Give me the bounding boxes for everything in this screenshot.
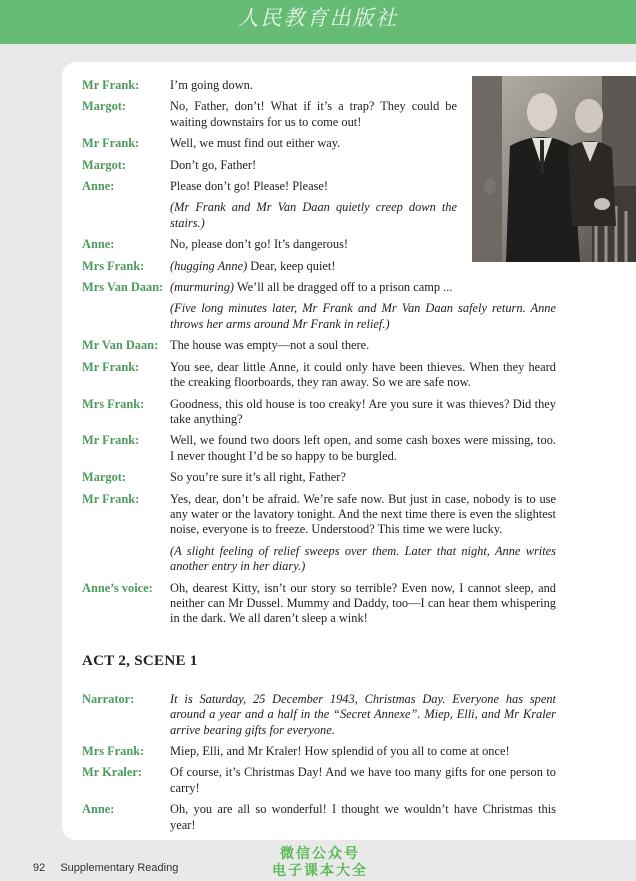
dialogue-line <box>82 492 556 538</box>
dialogue-text <box>170 259 457 274</box>
stage-direction <box>82 301 556 332</box>
act-heading: ACT 2, SCENE 1 <box>82 652 198 669</box>
page-number: 92 <box>33 862 46 874</box>
stage-direction-text: (Mr Frank and Mr Van Daan quietly creep down the stairs.) <box>170 200 457 230</box>
stage-direction-text: (Five long minutes later, Mr Frank and Mr Van Daan safely return. Anne throws her arms around Mr Frank in relief.) <box>170 301 556 331</box>
dialogue-text: Miep, Elli, and Mr Kraler! How splendid of you all to come at once! <box>170 744 510 758</box>
dialogue-text: No, Father, don’t! What if it’s a trap? They could be waiting downstairs for us to come out! <box>170 99 457 129</box>
dialogue-line <box>82 360 556 391</box>
dialogue-text: Goodness, this old house is too creaky! Are you sure it was thieves? Did they take anything? <box>170 396 556 426</box>
dialogue-line <box>82 470 556 485</box>
stage-direction <box>82 200 556 231</box>
dialogue-text: Oh, you are all so wonderful! I thought we wouldn’t have Christmas this year! <box>170 802 556 832</box>
speaker-name: Anne: <box>82 237 115 252</box>
play-script <box>82 78 556 839</box>
stage-direction-inline: (murmuring) <box>170 280 235 295</box>
dialogue-line <box>82 179 556 194</box>
dialogue-line <box>82 78 556 93</box>
dialogue-line <box>82 338 556 353</box>
dialogue-text: Oh, dearest Kitty, isn’t our story so terrible? Even now, I cannot sleep, and neither can Mr Dussel. Mummy and Daddy, too—I can hear them whispering in the dark. We all daren’t sleep a wink! <box>170 580 556 626</box>
dialogue-line <box>82 259 556 274</box>
speaker-name: Mr Frank: <box>82 433 140 448</box>
speaker-name: Mrs Van Daan: <box>82 280 164 295</box>
speaker-name: Anne: <box>82 179 115 194</box>
speaker-name: Mr Frank: <box>82 359 140 374</box>
dialogue-text: No, please don’t go! It’s dangerous! <box>170 237 349 252</box>
dialogue-text <box>170 280 556 295</box>
watermark-line-1: 微信公众号 <box>280 846 360 862</box>
dialogue-text: Well, we must find out either way. <box>170 136 341 151</box>
speaker-name: Anne’s voice: <box>82 580 153 595</box>
dialogue-text-rest: We’ll all be dragged off to a prison camp ... <box>234 280 453 295</box>
dialogue-text: You see, dear little Anne, it could only have been thieves. When they heard the creaking floorboards, they ran away. So we are safe now. <box>170 359 556 390</box>
dialogue-text: Of course, it’s Christmas Day! And we have too many gifts for one person to carry! <box>170 765 556 795</box>
dialogue-line <box>82 237 556 252</box>
dialogue-text: The house was empty—not a soul there. <box>170 338 370 353</box>
dialogue-line <box>82 158 556 173</box>
dialogue-text: Don’t go, Father! <box>170 157 257 172</box>
dialogue-line <box>82 397 556 428</box>
watermark-line-2: 电子课本大全 <box>272 863 368 879</box>
dialogue-text: I’m going down. <box>170 78 253 92</box>
speaker-name: Margot: <box>82 470 127 485</box>
dialogue-text: Please don’t go! Please! Please! <box>170 179 329 194</box>
dialogue-text: So you’re sure it’s all right, Father? <box>170 470 346 485</box>
publisher-logo: 人民教育出版社 <box>237 6 399 30</box>
dialogue-line <box>82 99 556 130</box>
speaker-name: Narrator: <box>82 691 135 706</box>
speaker-name: Mrs Frank: <box>82 744 145 758</box>
stage-direction-inline: (hugging Anne) <box>170 258 248 273</box>
speaker-name: Margot: <box>82 99 127 114</box>
page-footer <box>33 862 178 874</box>
speaker-name: Mr Frank: <box>82 78 140 92</box>
dialogue-line <box>82 692 556 738</box>
speaker-name: Mrs Frank: <box>82 396 145 411</box>
speaker-name: Mr Frank: <box>82 136 140 151</box>
speaker-name: Mr Frank: <box>82 491 140 506</box>
dialogue-text: Yes, dear, don’t be afraid. We’re safe now. But just in case, nobody is to use any water or the lavatory tonight. And the next time there is even the slightest noise, everyone is to freeze. Understood? This time we were lucky. <box>170 491 556 537</box>
dialogue-line <box>82 136 556 151</box>
speaker-name: Anne: <box>82 802 115 817</box>
header-bar <box>0 0 636 44</box>
dialogue-line <box>82 765 556 796</box>
narration-text: It is Saturday, 25 December 1943, Christmas Day. Everyone has spent around a year and a half in the “Secret Annexe”. Miep, Elli, and Mr Kraler arrive bearing gifts for everyone. <box>170 691 556 737</box>
section-label: Supplementary Reading <box>60 862 179 874</box>
dialogue-line <box>82 802 556 833</box>
watermark <box>250 846 390 880</box>
dialogue-line <box>82 280 556 295</box>
speaker-name: Mrs Frank: <box>82 258 145 273</box>
dialogue-text: Well, we found two doors left open, and some cash boxes were missing, too. I never thought I’d be so happy to be burgled. <box>170 433 556 463</box>
speaker-name: Margot: <box>82 157 127 172</box>
stage-direction <box>82 544 556 575</box>
dialogue-line <box>82 744 556 759</box>
speaker-name: Mr Van Daan: <box>82 338 159 353</box>
dialogue-line <box>82 433 556 464</box>
speaker-name: Mr Kraler: <box>82 765 142 780</box>
dialogue-line <box>82 581 556 627</box>
dialogue-text-rest: Dear, keep quiet! <box>247 258 336 273</box>
stage-direction-text: (A slight feeling of relief sweeps over them. Later that night, Anne writes another entry in her diary.) <box>170 543 556 574</box>
